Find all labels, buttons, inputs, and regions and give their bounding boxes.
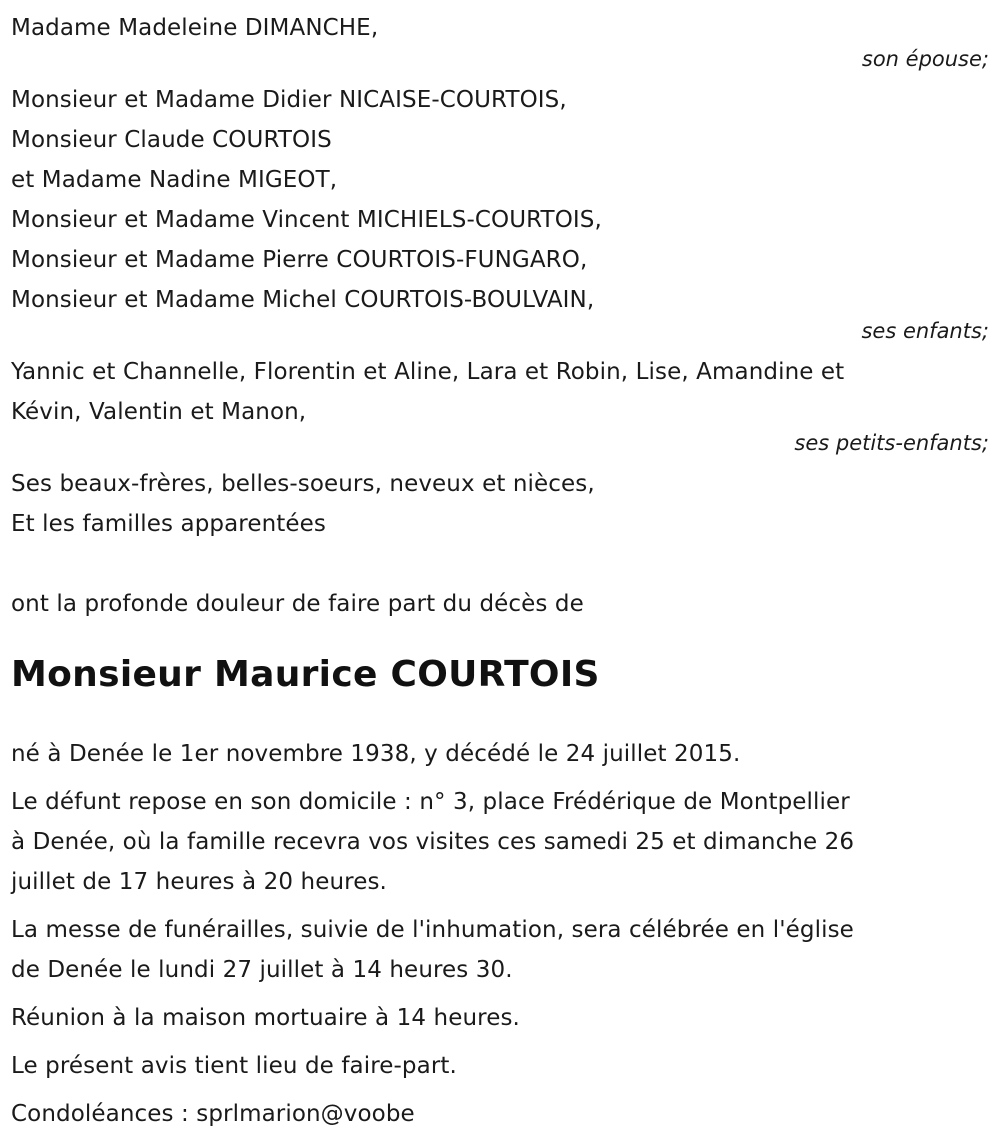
child-line: Monsieur et Madame Michel COURTOIS-BOULVAIN,	[11, 287, 595, 313]
grandchildren-role: ses petits-enfants;	[794, 431, 989, 455]
relatives-line: Et les familles apparentées	[11, 511, 326, 537]
spouse-role: son épouse;	[861, 47, 989, 71]
rest-line: juillet de 17 heures à 20 heures.	[11, 869, 387, 895]
notice-line: Le présent avis tient lieu de faire-part.	[11, 1053, 457, 1079]
grandchildren-section	[11, 352, 989, 456]
deceased-name: Monsieur Maurice COURTOIS	[11, 654, 600, 695]
rest-line: Le défunt repose en son domicile : n° 3, place Frédérique de Montpellier	[11, 789, 850, 815]
details-section	[11, 734, 989, 1134]
relatives-line: Ses beaux-frères, belles-soeurs, neveux et nièces,	[11, 471, 595, 497]
birth-death-line: né à Denée le 1er novembre 1938, y décédé le 24 juillet 2015.	[11, 741, 741, 767]
obituary-notice	[11, 8, 989, 1142]
spouse-name: Madame Madeleine DIMANCHE,	[11, 15, 379, 41]
child-line: Monsieur et Madame Pierre COURTOIS-FUNGARO,	[11, 247, 588, 273]
spouse-section	[11, 8, 989, 72]
rest-line: à Denée, où la famille recevra vos visites ces samedi 25 et dimanche 26	[11, 829, 855, 855]
mass-line: La messe de funérailles, suivie de l'inhumation, sera célébrée en l'église	[11, 917, 854, 943]
children-role: ses enfants;	[861, 319, 989, 343]
mass-line: de Denée le lundi 27 juillet à 14 heures 30.	[11, 957, 513, 983]
grandchildren-line: Yannic et Channelle, Florentin et Aline, Lara et Robin, Lise, Amandine et	[11, 359, 845, 385]
condolences-line: Condoléances : sprlmarion@voobe	[11, 1101, 415, 1127]
child-line: Monsieur Claude COURTOIS	[11, 127, 332, 153]
announcement-text: ont la profonde douleur de faire part du décès de	[11, 591, 584, 617]
children-section	[11, 80, 989, 344]
meeting-line: Réunion à la maison mortuaire à 14 heures.	[11, 1005, 520, 1031]
child-line: et Madame Nadine MIGEOT,	[11, 167, 338, 193]
child-line: Monsieur et Madame Didier NICAISE-COURTOIS,	[11, 87, 567, 113]
child-line: Monsieur et Madame Vincent MICHIELS-COURTOIS,	[11, 207, 602, 233]
relatives-section	[11, 464, 989, 544]
grandchildren-line: Kévin, Valentin et Manon,	[11, 399, 307, 425]
